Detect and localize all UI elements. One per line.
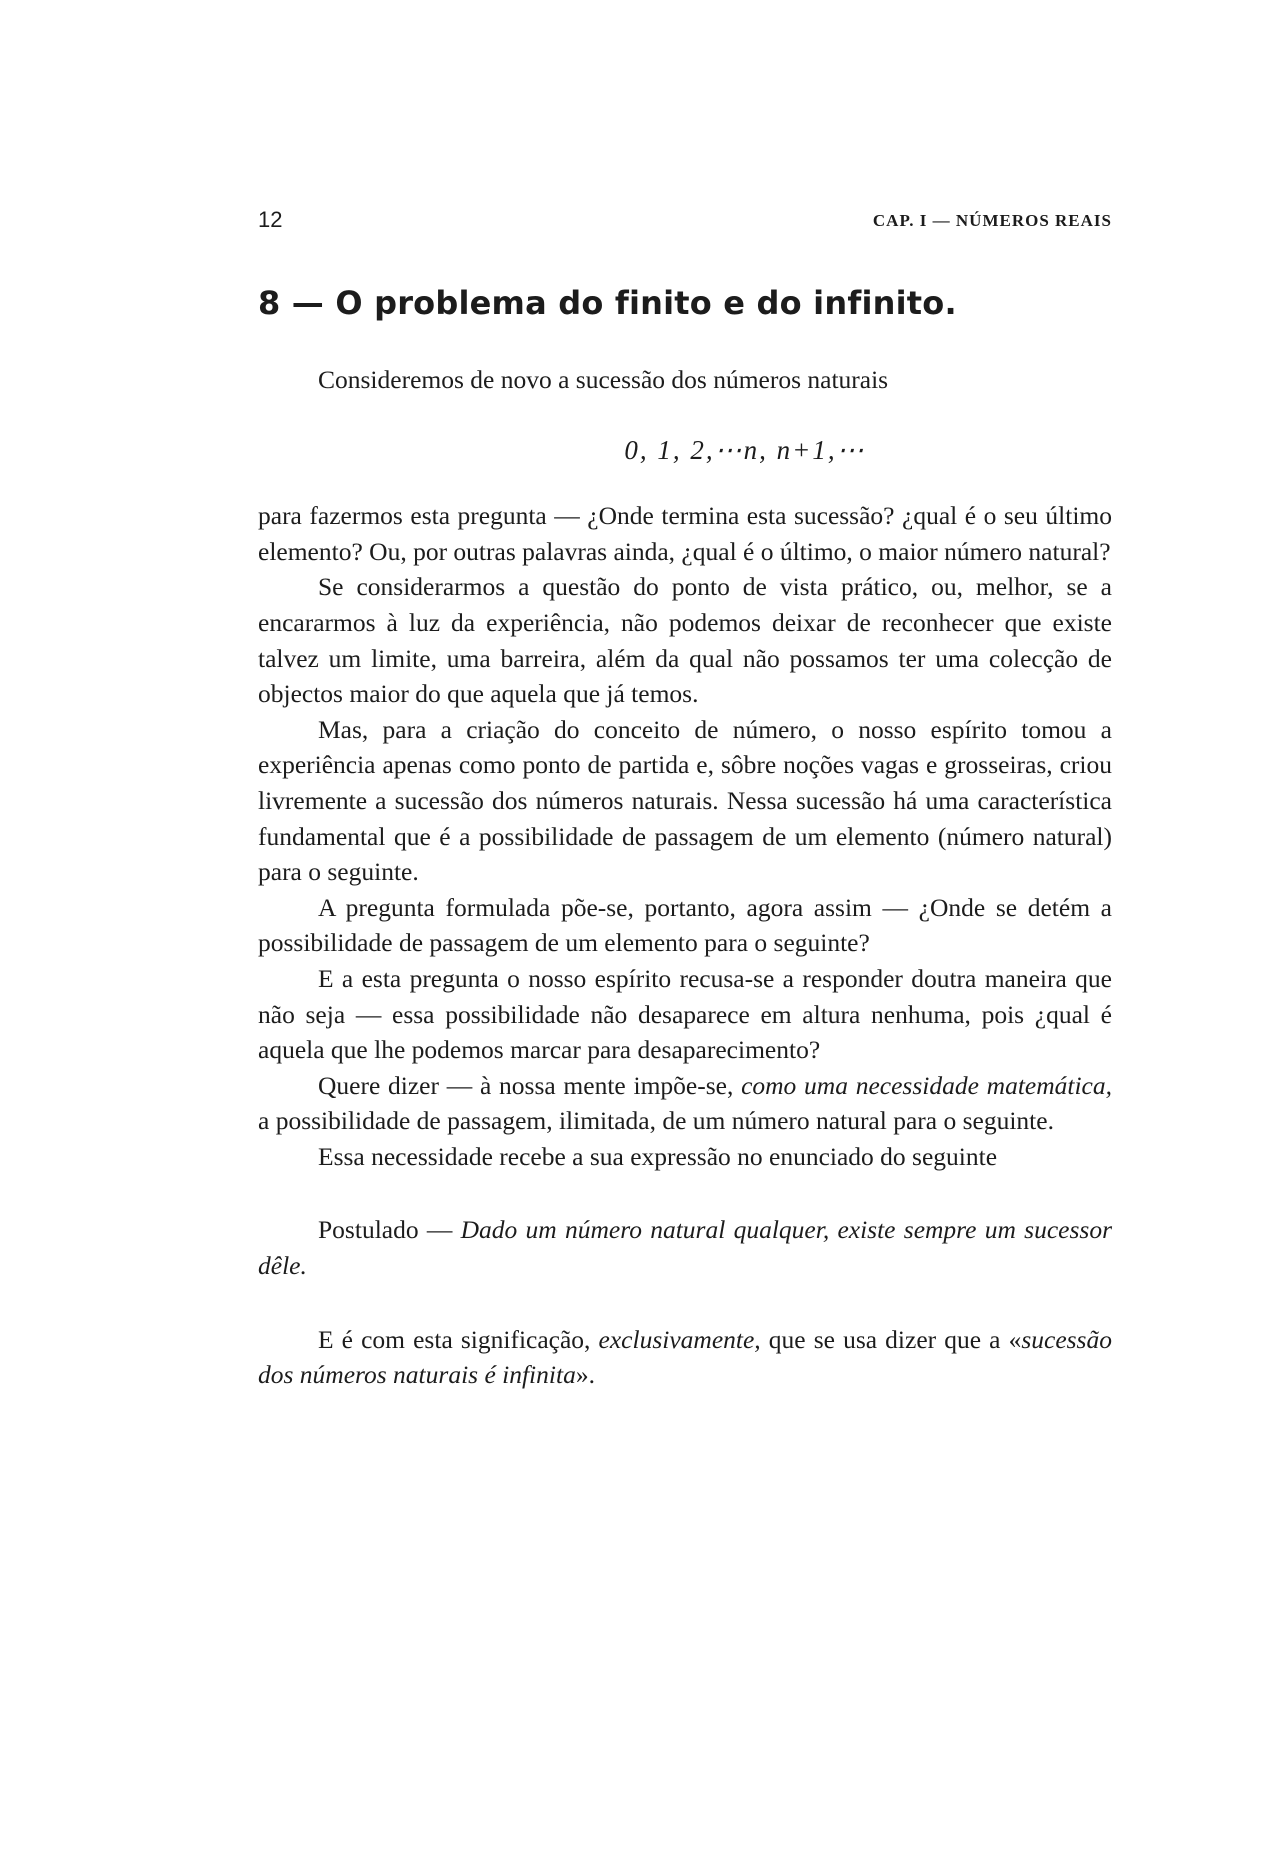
final-quote: sucessão dos números naturais é infinita [258, 1324, 1112, 1390]
paragraph-1: Consideremos de novo a sucessão dos números naturais [318, 365, 889, 394]
postulate-label: Postulado — [318, 1215, 461, 1245]
section-title: 8 — O problema do finito e do infinito. [258, 284, 957, 322]
final-emphasis: exclusivamente, [598, 1324, 761, 1354]
final-after: ». [575, 1360, 595, 1390]
paragraph-6: E a esta pregunta o nosso espírito recusa-se a responder doutra maneira que não seja — essa possibilidade não desaparece em altura nenhuma, pois ¿qual é aquela que lhe podemos marcar para desaparecimento? [258, 963, 1112, 1065]
page-header [258, 207, 1112, 237]
paragraph-7-after: a possibilidade de passagem, ilimitada, de um número natural para o seguinte. [258, 1106, 1054, 1136]
paragraph-7-emphasis: como uma necessidade matemática, [741, 1070, 1112, 1100]
paragraph-7-before: Quere dizer — à nossa mente impõe-se, [318, 1070, 742, 1100]
paragraph-4: Mas, para a criação do conceito de número, o nosso espírito tomou a experiência apenas como ponto de partida e, sôbre noções vagas e grosseiras, criou livremente a sucessão dos números naturais. Nessa sucessão há uma característica fundamental que é a possibilidade de passagem de um elemento (número natural) para o seguinte. [258, 714, 1112, 887]
paragraph-7 [258, 1068, 1112, 1139]
final-before: E é com esta significação, [318, 1324, 599, 1354]
final-paragraph [258, 1322, 1112, 1393]
paragraph-3: Se considerarmos a questão do ponto de vista prático, ou, melhor, se a encararmos à luz da experiência, não podemos deixar de reconhecer que existe talvez um limite, uma barreira, além da qual não possamos ter uma colecção de objectos maior do que aquela que já temos. [258, 572, 1112, 709]
body-text [258, 362, 1112, 1393]
final-middle: que se usa dizer que a « [760, 1324, 1022, 1354]
paragraph-8: Essa necessidade recebe a sua expressão no enunciado do seguinte [318, 1141, 998, 1171]
natural-numbers-formula: 0, 1, 2,⋯n, n+1,⋯ [624, 434, 866, 465]
postulate [258, 1212, 1112, 1283]
postulate-text: Dado um número natural qualquer, existe sempre um sucessor dêle. [258, 1215, 1112, 1281]
paragraph-2: para fazermos esta pregunta — ¿Onde termina esta sucessão? ¿qual é o seu último elemento? Ou, por outras palavras ainda, ¿qual é o último, o maior número natural? [258, 501, 1112, 566]
page-number: 12 [258, 207, 283, 232]
running-head: CAP. I — NÚMEROS REAIS [872, 211, 1112, 230]
paragraph-5: A pregunta formulada põe-se, portanto, agora assim — ¿Onde se detém a possibilidade de passagem de um elemento para o seguinte? [258, 892, 1112, 958]
